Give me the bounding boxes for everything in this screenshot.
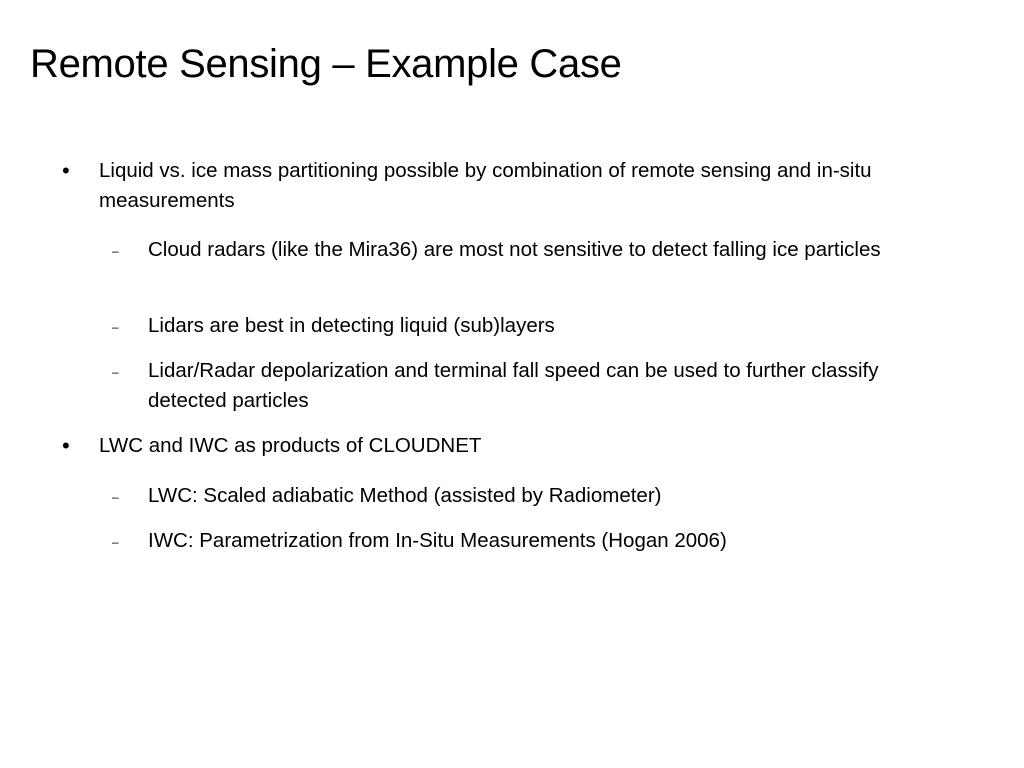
bullet-text: LWC and IWC as products of CLOUDNET — [99, 434, 482, 457]
sub-bullet-item — [112, 356, 928, 416]
sub-bullet-item — [112, 481, 928, 511]
bullet-item — [62, 156, 969, 216]
bullet-item — [62, 431, 969, 461]
dash-icon: – — [112, 244, 119, 258]
dash-icon: – — [112, 535, 119, 549]
sub-bullet-item — [112, 235, 928, 265]
dash-icon: – — [112, 365, 119, 379]
sub-bullet-text: Cloud radars (like the Mira36) are most not sensitive to detect falling ice particles — [148, 238, 881, 261]
sub-bullet-text: Lidars are best in detecting liquid (sub)layers — [148, 314, 555, 337]
sub-bullet-text: LWC: Scaled adiabatic Method (assisted by Radiometer) — [148, 484, 662, 507]
sub-bullet-text: IWC: Parametrization from In-Situ Measurements (Hogan 2006) — [148, 529, 727, 552]
bullet-icon: • — [62, 433, 70, 458]
sub-bullet-item — [112, 526, 928, 556]
sub-bullet-item — [112, 311, 928, 341]
bullet-icon: • — [62, 158, 70, 183]
dash-icon: – — [112, 320, 119, 334]
slide-title: Remote Sensing – Example Case — [30, 42, 622, 86]
dash-icon: – — [112, 490, 119, 504]
sub-bullet-text: Lidar/Radar depolarization and terminal fall speed can be used to further classify detected particles — [148, 359, 879, 412]
bullet-text: Liquid vs. ice mass partitioning possible by combination of remote sensing and in-situ measurements — [99, 159, 872, 212]
